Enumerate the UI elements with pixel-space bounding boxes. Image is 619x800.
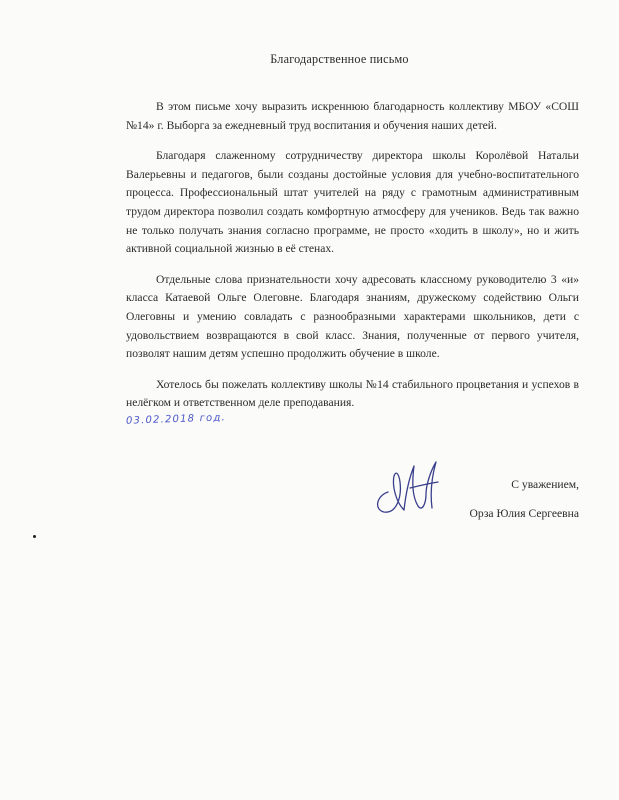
author-name: Орза Юлия Сергеевна: [469, 507, 579, 520]
paragraph-gratitude: В этом письме хочу выразить искреннюю благодарность коллективу МБОУ «СОШ №14» г. Выборга за ежедневный труд воспитания и обучения наших детей.: [126, 100, 579, 132]
signature-icon: [366, 452, 450, 522]
closing-phrase: С уважением,: [511, 478, 579, 491]
paragraph-teacher: Отдельные слова признательности хочу адресовать классному руководителю 3 «и» класса Катаевой Ольге Олеговне. Благодаря знаниям, дружескому содействию Ольги Олеговны и умению совладать с разнообразными характерами школьников, дети с удовольствием возвращаются в свой класс. Знания, полученные от первого учителя, позволят нашим детям успешно продолжить обучение в школе.: [126, 272, 579, 361]
paragraph-director: Благодаря слаженному сотрудничеству директора школы Королёвой Натальи Валерьевны и педагогов, были созданы достойные условия для учебно-воспитательного процесса. Профессиональный штат учителей на ряду с грамотным административным трудом директора позволил создать комфортную атмосферу для учеников. Ведь так важно не только получать знания согласно программе, не просто «ходить в школу», но и жить активной социальной жизнью в её стенах.: [126, 149, 579, 256]
paragraph-wishes: Хотелось бы пожелать коллективу школы №14 стабильного процветания и успехов в нелёгком и ответственном деле преподавания.: [126, 377, 579, 410]
scan-speck: [33, 535, 36, 538]
letter-title: Благодарственное письмо: [270, 52, 409, 66]
handwritten-date: 03.02.2018 год.: [125, 412, 227, 427]
letter-body: [126, 98, 579, 425]
